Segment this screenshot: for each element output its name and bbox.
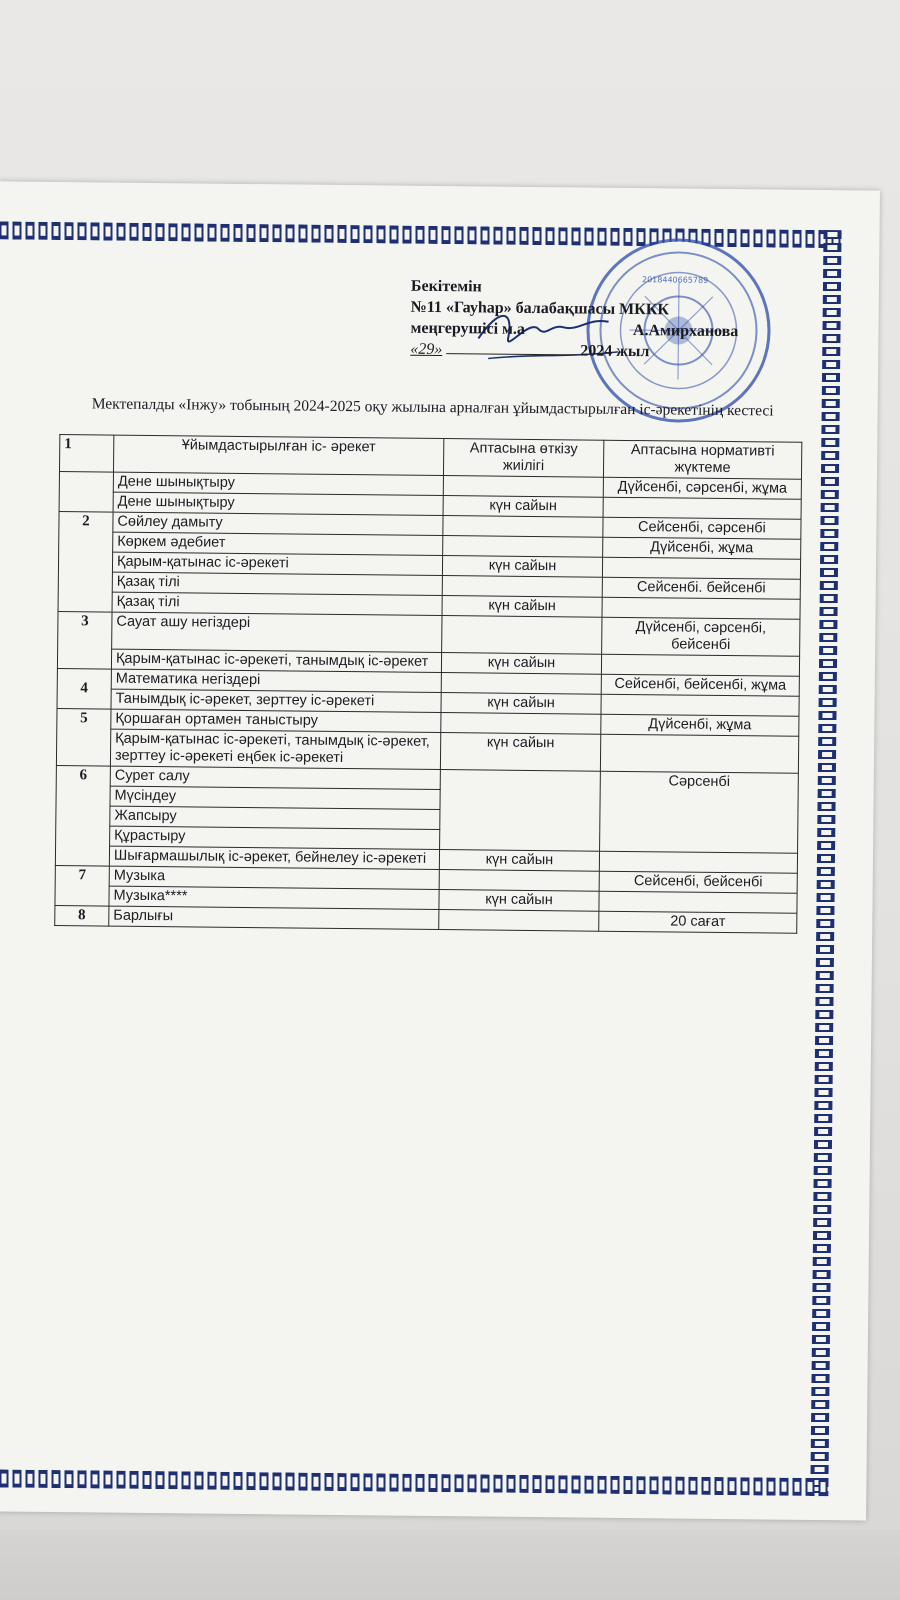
activity-cell: Қарым-қатынас іс-әрекеті, танымдық іс-әрекет, зерттеу іс-әрекеті еңбек іс-әрекеті [110,729,440,769]
activity-cell: Сөйлеу дамыту [113,512,443,535]
frequency-cell: күн сайын [441,653,601,675]
norm-cell [599,851,797,873]
frequency-cell [439,870,599,892]
document-sheet [0,181,880,1520]
norm-cell: Сәрсенбі [600,771,799,853]
norm-cell: Дүйсенбі, жұма [603,537,801,559]
activity-cell: Дене шынықтыру [113,492,443,515]
norm-cell: Дүйсенбі, сәрсенбі, бейсенбі [602,617,800,656]
activity-cell: Танымдық іс-әрекет, зерттеу іс-әрекеті [111,689,441,712]
norm-cell: Дүйсенбі, жұма [601,714,799,736]
activity-cell: Қазақ тілі [112,572,442,595]
approval-line-2: №11 «Гауһар» балабақшасы МККК [410,298,670,319]
frequency-cell: күн сайын [443,496,603,518]
norm-cell [601,694,799,716]
frequency-cell [441,713,601,735]
activity-cell: Қарым-қатынас іс-әрекеті [112,552,442,575]
norm-cell [602,557,800,579]
norm-cell: Дүйсенбі, сәрсенбі, жұма [603,477,801,499]
activity-cell: Қоршаған ортамен таныстыру [111,709,441,732]
seal-number: 2018440665789 [641,275,709,285]
activity-cell: Музыка**** [109,886,439,909]
row-number: 2 [58,512,113,613]
norm-cell: 20 сағат [599,911,797,933]
row-number: 4 [57,669,111,710]
activity-cell: Музыка [109,866,439,889]
norm-cell [602,597,800,619]
norm-cell [601,654,799,676]
activity-cell: Сауат ашу негіздері [112,612,442,652]
approval-line-1: Бекітемін [410,277,482,296]
background-surface [0,1530,900,1600]
ornament-border-bottom [0,1469,828,1496]
activity-cell: Сурет салу [110,766,440,789]
activity-cell: Көркем әдебиет [113,532,443,555]
header-norm: Аптасына нормативті жүктеме [603,440,801,479]
approval-year: 2024 жыл [580,342,650,361]
activity-cell: Құрастыру [110,826,440,849]
frequency-cell [442,616,602,655]
frequency-cell: күн сайын [439,890,599,912]
frequency-cell [440,770,601,852]
row-number: 5 [56,709,111,767]
norm-cell: Сейсенбі, сәрсенбі [603,517,801,539]
schedule-table [54,434,802,934]
frequency-cell: күн сайын [442,556,602,578]
header-num: 1 [59,435,113,473]
ornament-border-right [810,230,841,1496]
activity-cell: Мүсіндеу [110,786,440,809]
approval-block [410,276,831,364]
norm-cell: Сейсенбі. бейсенбі [602,577,800,599]
document-title: Мектепалды «Інжу» тобының 2024-2025 оқу жылына арналған ұйымдастырылған іс-әрекетінің кестесі [91,395,774,420]
row-number: 3 [57,612,112,670]
row-number: 8 [55,906,109,927]
activity-cell: Қазақ тілі [112,592,442,615]
header-activity: Ұйымдастырылған іс- әрекет [113,435,443,475]
norm-cell [599,891,797,913]
norm-cell [600,734,798,773]
norm-cell: Сейсенбі, бейсенбі [599,871,797,893]
frequency-cell [443,536,603,558]
frequency-cell [441,673,601,695]
norm-cell [603,497,801,519]
header-frequency: Аптасына өткізу жиілігі [443,439,603,478]
frequency-cell: күн сайын [439,850,599,872]
row-number [59,472,113,513]
frequency-cell [442,576,602,598]
activity-cell: Дене шынықтыру [113,472,443,495]
frequency-cell [443,516,603,538]
activity-cell: Жапсыру [110,806,440,829]
frequency-cell: күн сайын [442,596,602,618]
activity-cell: Шығармашылық іс-әрекет, бейнелеу іс-әрекеті [109,846,439,869]
norm-cell: Сейсенбі, бейсенбі, жұма [601,674,799,696]
approval-line-4 [410,339,830,364]
frequency-cell [443,476,603,498]
row-number: 7 [55,866,109,907]
frequency-cell: күн сайын [441,693,601,715]
approval-position: меңгерушісі м.а [410,319,526,338]
row-number: 6 [55,766,110,867]
approval-name: А.Амирханова [632,322,739,341]
approval-day: «29» [410,340,443,359]
activity-cell: Барлығы [109,906,439,929]
activity-cell: Математика негіздері [111,669,441,692]
activity-cell: Қарым-қатынас іс-әрекеті, танымдық іс-әрекет [111,649,441,672]
frequency-cell: күн сайын [440,733,600,772]
frequency-cell [439,910,599,932]
